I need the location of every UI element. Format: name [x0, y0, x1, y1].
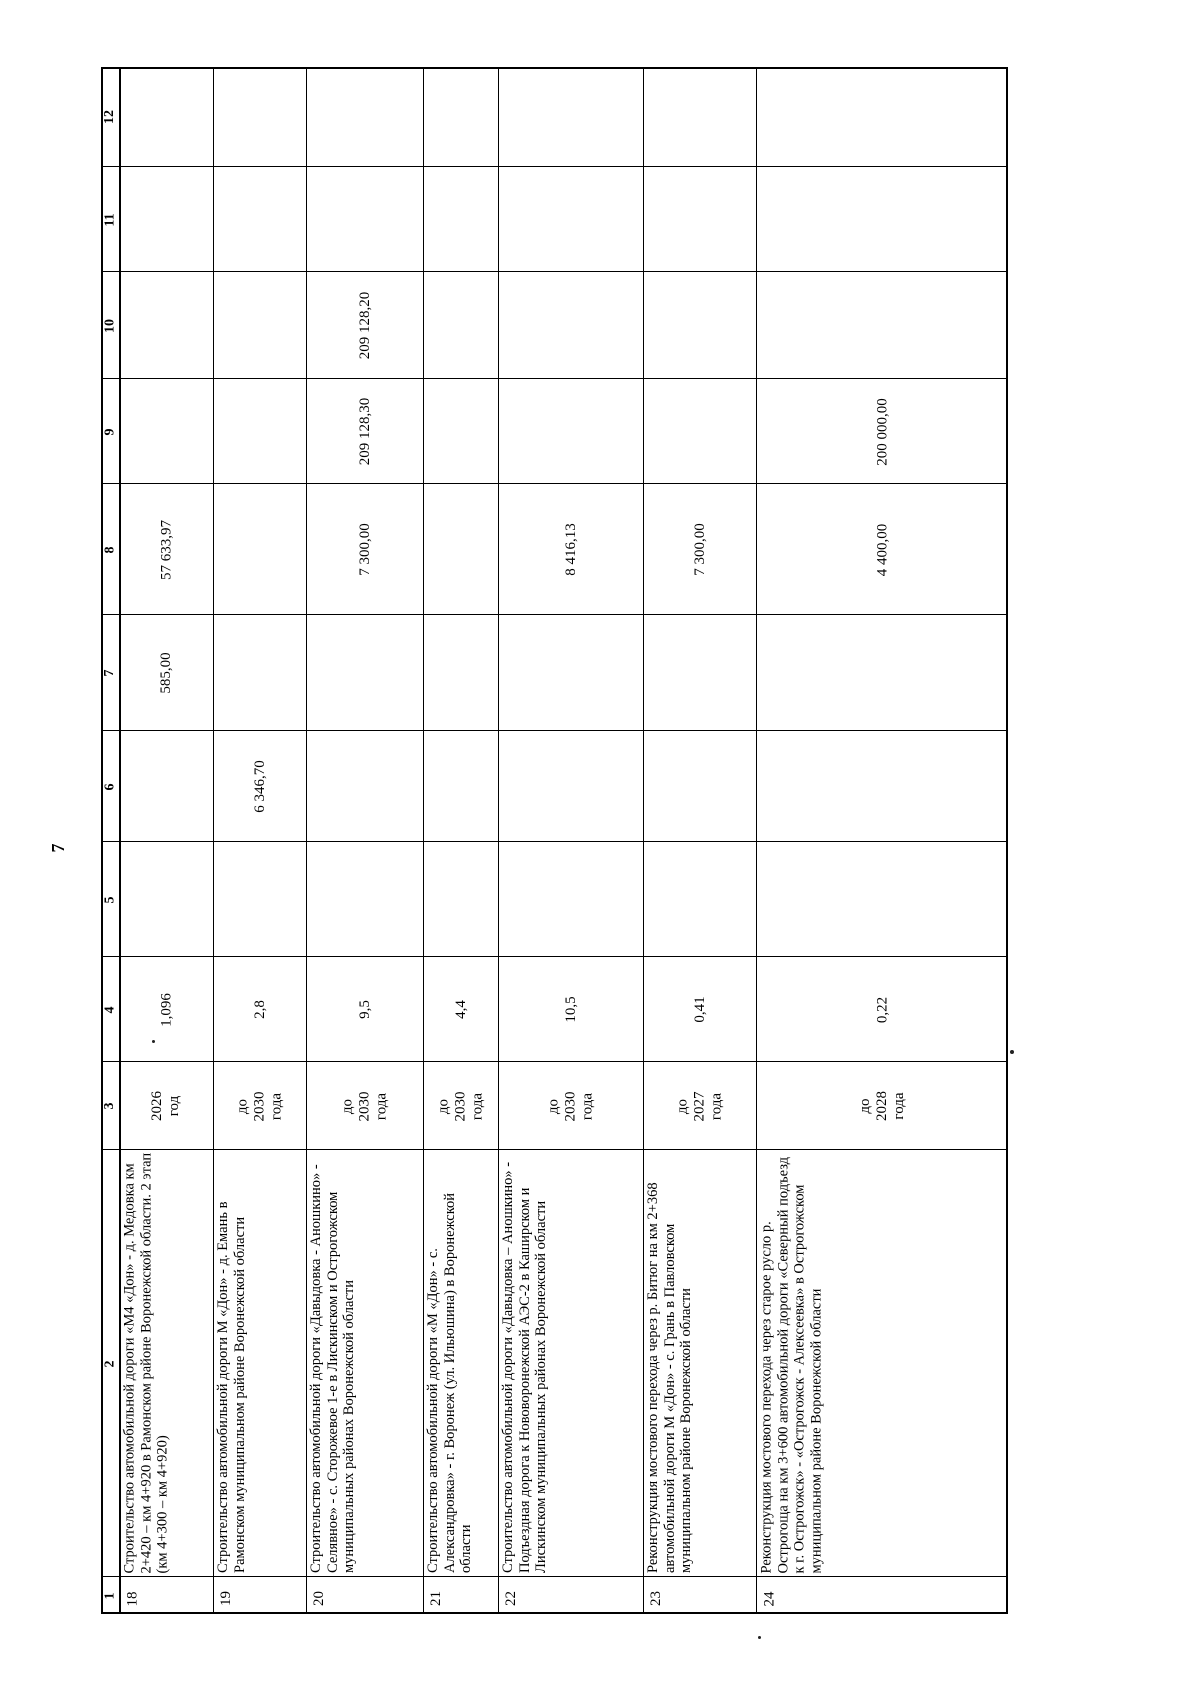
value-cell: 1,096	[158, 992, 174, 1027]
description-cell: Строительство автомобильной дороги «Давыдовка - Аношкино» - Селявное» - с. Сторожевое 1-е в Лискинском и Острогожском муниципальных районах Воронежской области	[308, 1164, 358, 1573]
value-cell	[306, 731, 423, 842]
value-cell	[756, 272, 1008, 379]
scan-speck	[1010, 1050, 1014, 1054]
value-cell: до 2027 года	[674, 1091, 724, 1121]
value-cell	[756, 731, 1008, 842]
header-cell-5: 5	[102, 896, 117, 903]
value-cell	[643, 615, 756, 731]
value-cell: до 2028 года	[856, 1091, 907, 1121]
description-cell: Строительство автомобильной дороги «Давыдовка – Аношкино» - Подъездная дорога к Нововоронежской АЭС-2 в Каширском и Лискинском муниципальных районах Воронежской области	[500, 1161, 550, 1573]
description-cell: Реконструкция мостового перехода через р. Битюг на км 2+368 автомобильной дороги М «Дон» - с. Грань в Павловском муниципальном районе Воронежской области	[645, 1182, 695, 1573]
value-cell: 4 400,00	[874, 523, 890, 576]
value-cell: до 2030 года	[234, 1091, 284, 1121]
value-cell: 9,5	[356, 1000, 373, 1019]
value-cell	[306, 842, 423, 957]
value-cell	[643, 379, 756, 484]
row-number-cell: 20	[311, 1591, 327, 1606]
value-cell	[643, 272, 756, 379]
header-cell-7: 7	[102, 669, 117, 677]
value-cell: 0,41	[691, 996, 708, 1023]
value-cell: 6 346,70	[251, 760, 268, 813]
value-cell: 7 300,00	[691, 523, 708, 576]
header-cell-10: 10	[102, 318, 117, 333]
value-cell	[119, 731, 213, 842]
description-cell: Строительство автомобильной дороги «М «Дон» - с. Александровка» - г. Воронеж (ул. Ильюшина) в Воронежской области	[425, 1192, 475, 1573]
value-cell: 585,00	[158, 652, 174, 694]
value-cell	[119, 67, 213, 167]
value-cell	[306, 615, 423, 731]
value-cell: до 2030 года	[339, 1091, 389, 1121]
value-cell	[643, 842, 756, 957]
description-cell: Строительство автомобильной дороги М «Дон» - д. Емань в Рамонском муниципальном районе Воронежской области	[215, 1201, 248, 1573]
description-cell: Строительство автомобильной дороги «М4 «Дон» - д. Медовка км 2+420 – км 4+920 в Рамонском районе Воронежской области. 2 этап (км 4+300 – км 4+920)	[121, 1152, 171, 1573]
value-cell	[643, 67, 756, 167]
value-cell	[213, 842, 306, 957]
value-cell	[213, 615, 306, 731]
value-cell	[756, 167, 1008, 272]
value-cell: 7 300,00	[356, 523, 373, 576]
value-cell: до 2030 года	[435, 1091, 485, 1121]
value-cell	[423, 379, 498, 484]
value-cell: 10,5	[562, 996, 579, 1023]
value-cell: 2,8	[251, 1000, 268, 1019]
row-number-cell: 22	[503, 1591, 519, 1606]
value-cell	[498, 731, 643, 842]
row-number-cell: 19	[218, 1591, 234, 1606]
description-cell: Реконструкция мостового перехода через старое русло р. Острогоща на км 3+600 автомобильной дороги «Северный подъезд к г. Острогожск» - «Острогожск - Алексеевка» в Острогожском муниципальном районе Воронежской области	[758, 1156, 824, 1573]
value-cell	[498, 615, 643, 731]
value-cell: 4,4	[452, 1000, 469, 1019]
row-number-cell: 23	[648, 1591, 664, 1606]
page-number: 7	[48, 843, 68, 853]
value-cell	[756, 615, 1008, 731]
header-cell-8: 8	[102, 546, 117, 553]
value-cell	[423, 67, 498, 167]
value-cell	[213, 272, 306, 379]
header-cell-6: 6	[102, 783, 117, 790]
value-cell	[643, 731, 756, 842]
header-cell-2: 2	[102, 1360, 117, 1367]
value-cell	[756, 842, 1008, 957]
value-cell	[213, 167, 306, 272]
value-cell	[213, 67, 306, 167]
data-table	[101, 67, 1008, 1614]
header-cell-3: 3	[102, 1102, 117, 1110]
value-cell	[756, 67, 1008, 167]
value-cell	[213, 379, 306, 484]
value-cell	[498, 167, 643, 272]
value-cell	[119, 379, 213, 484]
value-cell: 200 000,00	[874, 397, 890, 466]
value-cell	[498, 272, 643, 379]
value-cell	[423, 272, 498, 379]
value-cell	[498, 379, 643, 484]
value-cell	[423, 615, 498, 731]
value-cell	[498, 67, 643, 167]
value-cell	[213, 484, 306, 615]
header-cell-11: 11	[102, 212, 117, 227]
value-cell: 209 128,20	[356, 291, 373, 360]
value-cell	[423, 167, 498, 272]
scan-speck	[758, 1636, 761, 1639]
value-cell	[423, 731, 498, 842]
scan-speck	[152, 1040, 155, 1043]
value-cell	[306, 167, 423, 272]
value-cell	[643, 167, 756, 272]
value-cell: 2026 год	[149, 1091, 182, 1121]
value-cell	[306, 67, 423, 167]
header-cell-12: 12	[102, 110, 117, 124]
value-cell	[119, 167, 213, 272]
row-number-cell: 18	[124, 1591, 140, 1606]
row-number-cell: 24	[761, 1591, 777, 1606]
value-cell	[423, 842, 498, 957]
header-cell-4: 4	[102, 1006, 117, 1013]
row-number-cell: 21	[428, 1591, 444, 1606]
header-cell-9: 9	[102, 428, 117, 435]
value-cell	[119, 842, 213, 957]
value-cell	[498, 842, 643, 957]
value-cell: до 2030 года	[545, 1091, 595, 1121]
value-cell	[423, 484, 498, 615]
value-cell: 57 633,97	[158, 519, 174, 580]
value-cell: 8 416,13	[562, 523, 579, 576]
value-cell: 209 128,30	[356, 397, 373, 466]
value-cell	[119, 272, 213, 379]
value-cell: 0,22	[874, 996, 890, 1023]
header-cell-1: 1	[102, 1592, 117, 1599]
